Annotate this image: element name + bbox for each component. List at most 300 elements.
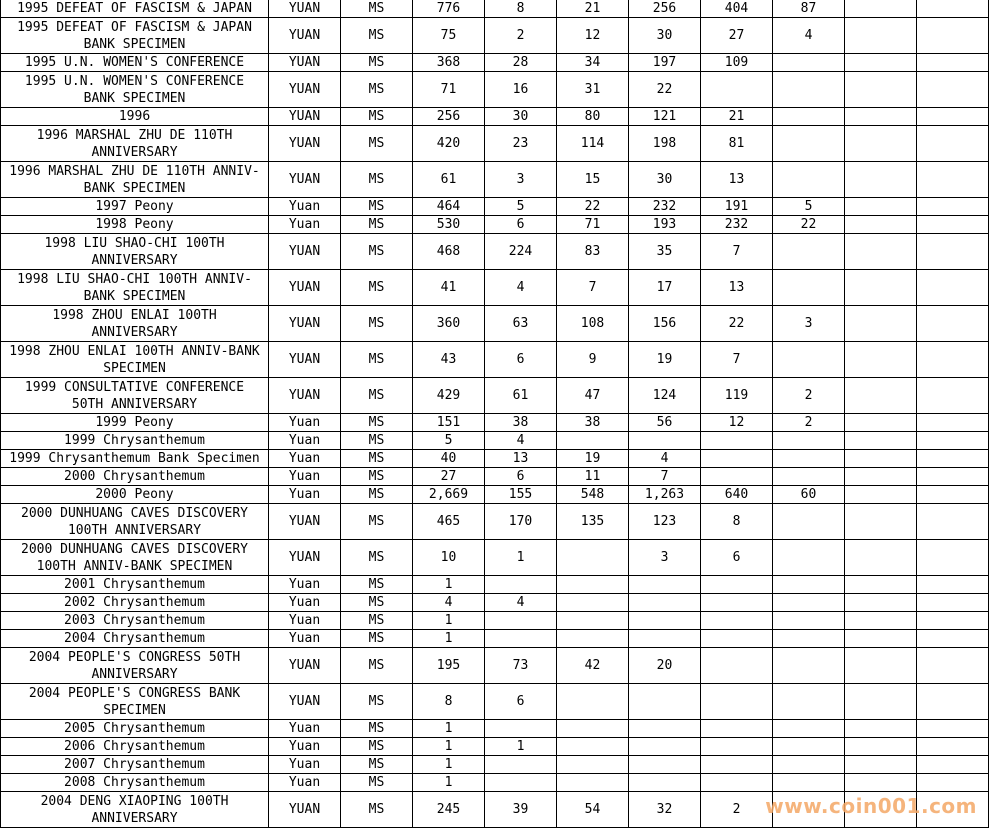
- cell-denomination: YUAN: [269, 540, 341, 576]
- cell-grade-4: 8: [701, 504, 773, 540]
- cell-extra-1: [845, 648, 917, 684]
- cell-grade-2: 34: [557, 54, 629, 72]
- cell-extra-2: [917, 162, 989, 198]
- cell-extra-2: [917, 216, 989, 234]
- cell-grade-3: [629, 630, 701, 648]
- table-row: [1, 270, 989, 306]
- cell-grade-1: 61: [485, 378, 557, 414]
- cell-grade-5: [773, 72, 845, 108]
- cell-grade: MS: [341, 792, 413, 828]
- cell-grade-1: 39: [485, 792, 557, 828]
- cell-grade-1: 1: [485, 738, 557, 756]
- table-row: [1, 216, 989, 234]
- cell-denomination: YUAN: [269, 126, 341, 162]
- cell-denomination: Yuan: [269, 216, 341, 234]
- cell-title: 2004 PEOPLE'S CONGRESS BANK SPECIMEN: [1, 684, 269, 720]
- cell-grade-5: [773, 774, 845, 792]
- cell-grade: MS: [341, 450, 413, 468]
- cell-extra-2: [917, 630, 989, 648]
- cell-total: 245: [413, 792, 485, 828]
- cell-grade-2: [557, 756, 629, 774]
- cell-extra-2: [917, 432, 989, 450]
- cell-grade-2: 31: [557, 72, 629, 108]
- cell-extra-1: [845, 630, 917, 648]
- cell-grade-2: 54: [557, 792, 629, 828]
- cell-grade-5: [773, 468, 845, 486]
- cell-grade-1: [485, 576, 557, 594]
- cell-denomination: YUAN: [269, 342, 341, 378]
- cell-extra-1: [845, 576, 917, 594]
- cell-title: 2001 Chrysanthemum: [1, 576, 269, 594]
- cell-total: 368: [413, 54, 485, 72]
- cell-grade-1: 6: [485, 342, 557, 378]
- table-row: [1, 18, 989, 54]
- table-row: [1, 72, 989, 108]
- cell-grade-5: [773, 630, 845, 648]
- cell-grade-5: [773, 756, 845, 774]
- cell-grade-3: [629, 432, 701, 450]
- cell-denomination: YUAN: [269, 504, 341, 540]
- cell-total: 429: [413, 378, 485, 414]
- table-row: [1, 684, 989, 720]
- cell-total: 75: [413, 18, 485, 54]
- cell-grade-1: 38: [485, 414, 557, 432]
- cell-title: 2000 Peony: [1, 486, 269, 504]
- cell-denomination: YUAN: [269, 792, 341, 828]
- cell-title: 2000 DUNHUANG CAVES DISCOVERY 100TH ANNIVERSARY: [1, 504, 269, 540]
- cell-extra-1: [845, 594, 917, 612]
- cell-grade-5: [773, 432, 845, 450]
- cell-grade-3: 56: [629, 414, 701, 432]
- cell-grade-4: [701, 576, 773, 594]
- cell-grade-4: 81: [701, 126, 773, 162]
- cell-extra-1: [845, 270, 917, 306]
- cell-denomination: Yuan: [269, 774, 341, 792]
- cell-grade-4: 7: [701, 234, 773, 270]
- cell-grade: MS: [341, 594, 413, 612]
- cell-extra-2: [917, 342, 989, 378]
- cell-grade-3: [629, 594, 701, 612]
- cell-extra-1: [845, 108, 917, 126]
- cell-grade-4: [701, 612, 773, 630]
- cell-total: 360: [413, 306, 485, 342]
- cell-grade-1: 23: [485, 126, 557, 162]
- cell-grade-5: 5: [773, 198, 845, 216]
- cell-grade: MS: [341, 504, 413, 540]
- cell-grade: MS: [341, 54, 413, 72]
- cell-grade-4: 6: [701, 540, 773, 576]
- cell-title: 2000 DUNHUANG CAVES DISCOVERY 100TH ANNIV-BANK SPECIMEN: [1, 540, 269, 576]
- cell-grade-2: [557, 774, 629, 792]
- cell-extra-1: [845, 198, 917, 216]
- cell-grade-4: 119: [701, 378, 773, 414]
- cell-total: 465: [413, 504, 485, 540]
- table-row: [1, 756, 989, 774]
- cell-grade-1: 6: [485, 216, 557, 234]
- cell-grade: MS: [341, 684, 413, 720]
- cell-grade: MS: [341, 216, 413, 234]
- table-row: [1, 576, 989, 594]
- cell-grade-2: [557, 630, 629, 648]
- cell-grade-5: [773, 576, 845, 594]
- cell-grade-4: [701, 720, 773, 738]
- cell-grade-2: [557, 576, 629, 594]
- cell-grade-5: [773, 504, 845, 540]
- cell-title: 1996: [1, 108, 269, 126]
- table-row: [1, 162, 989, 198]
- cell-grade-4: [701, 630, 773, 648]
- cell-extra-1: [845, 54, 917, 72]
- cell-grade-2: [557, 738, 629, 756]
- cell-grade-2: 47: [557, 378, 629, 414]
- cell-denomination: Yuan: [269, 486, 341, 504]
- cell-extra-1: [845, 612, 917, 630]
- cell-grade: MS: [341, 378, 413, 414]
- table-row: [1, 54, 989, 72]
- cell-grade-4: 21: [701, 108, 773, 126]
- cell-title: 1995 U.N. WOMEN'S CONFERENCE BANK SPECIMEN: [1, 72, 269, 108]
- cell-extra-2: [917, 54, 989, 72]
- cell-total: 530: [413, 216, 485, 234]
- cell-grade-1: 2: [485, 18, 557, 54]
- cell-grade-2: 80: [557, 108, 629, 126]
- cell-title: 1998 ZHOU ENLAI 100TH ANNIV-BANK SPECIMEN: [1, 342, 269, 378]
- table-row: [1, 648, 989, 684]
- cell-grade-4: [701, 594, 773, 612]
- cell-denomination: Yuan: [269, 450, 341, 468]
- cell-grade-2: [557, 612, 629, 630]
- cell-extra-1: [845, 414, 917, 432]
- cell-denomination: YUAN: [269, 162, 341, 198]
- cell-grade-3: 123: [629, 504, 701, 540]
- cell-title: 1999 Chrysanthemum Bank Specimen: [1, 450, 269, 468]
- table-row: [1, 774, 989, 792]
- cell-total: 27: [413, 468, 485, 486]
- table-row: [1, 126, 989, 162]
- cell-grade: MS: [341, 306, 413, 342]
- cell-grade: MS: [341, 648, 413, 684]
- cell-denomination: YUAN: [269, 684, 341, 720]
- cell-grade-3: 17: [629, 270, 701, 306]
- cell-grade: MS: [341, 612, 413, 630]
- cell-grade-3: 121: [629, 108, 701, 126]
- cell-grade-1: [485, 612, 557, 630]
- cell-grade-4: 27: [701, 18, 773, 54]
- cell-extra-1: [845, 72, 917, 108]
- cell-grade-3: 20: [629, 648, 701, 684]
- cell-extra-2: [917, 576, 989, 594]
- cell-title: 2003 Chrysanthemum: [1, 612, 269, 630]
- cell-extra-2: [917, 378, 989, 414]
- cell-denomination: Yuan: [269, 414, 341, 432]
- cell-extra-2: [917, 306, 989, 342]
- cell-extra-1: [845, 432, 917, 450]
- table-row: [1, 234, 989, 270]
- cell-grade-3: [629, 756, 701, 774]
- cell-grade-2: 21: [557, 0, 629, 18]
- cell-total: 71: [413, 72, 485, 108]
- table-row: [1, 378, 989, 414]
- cell-grade-4: [701, 774, 773, 792]
- cell-title: 1995 DEFEAT OF FASCISM & JAPAN: [1, 0, 269, 18]
- cell-grade-2: 7: [557, 270, 629, 306]
- cell-extra-2: [917, 198, 989, 216]
- cell-grade-3: 156: [629, 306, 701, 342]
- cell-grade-1: 30: [485, 108, 557, 126]
- cell-grade-2: [557, 594, 629, 612]
- cell-grade-4: [701, 450, 773, 468]
- cell-grade-2: 548: [557, 486, 629, 504]
- cell-title: 1999 Chrysanthemum: [1, 432, 269, 450]
- cell-extra-1: [845, 306, 917, 342]
- cell-total: 1: [413, 774, 485, 792]
- cell-extra-2: [917, 540, 989, 576]
- cell-title: 2006 Chrysanthemum: [1, 738, 269, 756]
- table-row: [1, 108, 989, 126]
- cell-grade-1: [485, 630, 557, 648]
- cell-grade-3: 32: [629, 792, 701, 828]
- cell-grade-5: 2: [773, 414, 845, 432]
- cell-grade-1: 4: [485, 594, 557, 612]
- cell-total: 776: [413, 0, 485, 18]
- cell-grade: MS: [341, 774, 413, 792]
- cell-grade-5: 87: [773, 0, 845, 18]
- cell-title: 1997 Peony: [1, 198, 269, 216]
- cell-total: 151: [413, 414, 485, 432]
- cell-denomination: YUAN: [269, 306, 341, 342]
- cell-denomination: YUAN: [269, 0, 341, 18]
- cell-grade-2: 22: [557, 198, 629, 216]
- cell-grade-5: 4: [773, 18, 845, 54]
- table-row: [1, 738, 989, 756]
- cell-grade-4: [701, 432, 773, 450]
- cell-grade-3: 19: [629, 342, 701, 378]
- watermark: www.coin001.com: [765, 794, 977, 818]
- cell-title: 1998 ZHOU ENLAI 100TH ANNIVERSARY: [1, 306, 269, 342]
- cell-grade-1: 224: [485, 234, 557, 270]
- cell-grade-5: [773, 270, 845, 306]
- cell-grade-1: 4: [485, 270, 557, 306]
- cell-total: 40: [413, 450, 485, 468]
- cell-total: 420: [413, 126, 485, 162]
- cell-grade-1: 155: [485, 486, 557, 504]
- table-row: [1, 468, 989, 486]
- cell-denomination: YUAN: [269, 108, 341, 126]
- cell-title: 1998 LIU SHAO-CHI 100TH ANNIVERSARY: [1, 234, 269, 270]
- cell-grade-3: 1,263: [629, 486, 701, 504]
- cell-extra-1: [845, 738, 917, 756]
- cell-denomination: Yuan: [269, 756, 341, 774]
- cell-grade: MS: [341, 18, 413, 54]
- cell-extra-2: [917, 18, 989, 54]
- cell-title: 1996 MARSHAL ZHU DE 110TH ANNIVERSARY: [1, 126, 269, 162]
- cell-title: 2007 Chrysanthemum: [1, 756, 269, 774]
- cell-grade-4: [701, 756, 773, 774]
- cell-title: 2004 Chrysanthemum: [1, 630, 269, 648]
- cell-grade: MS: [341, 162, 413, 198]
- cell-denomination: Yuan: [269, 612, 341, 630]
- cell-title: 1998 LIU SHAO-CHI 100TH ANNIV- BANK SPECIMEN: [1, 270, 269, 306]
- cell-grade-1: 170: [485, 504, 557, 540]
- cell-grade-2: [557, 720, 629, 738]
- cell-grade-5: [773, 720, 845, 738]
- cell-grade-2: [557, 684, 629, 720]
- cell-grade-2: 135: [557, 504, 629, 540]
- table-row: [1, 450, 989, 468]
- table-row: [1, 432, 989, 450]
- cell-extra-1: [845, 684, 917, 720]
- cell-grade-4: 13: [701, 270, 773, 306]
- cell-grade-4: [701, 684, 773, 720]
- cell-grade-5: [773, 234, 845, 270]
- cell-grade: MS: [341, 720, 413, 738]
- cell-grade-1: 6: [485, 468, 557, 486]
- cell-total: 1: [413, 720, 485, 738]
- cell-extra-1: [845, 378, 917, 414]
- cell-grade: MS: [341, 198, 413, 216]
- cell-denomination: YUAN: [269, 18, 341, 54]
- cell-title: 1999 Peony: [1, 414, 269, 432]
- cell-title: 1998 Peony: [1, 216, 269, 234]
- cell-extra-2: [917, 270, 989, 306]
- table-row: [1, 612, 989, 630]
- cell-extra-1: [845, 216, 917, 234]
- cell-extra-2: [917, 450, 989, 468]
- cell-title: 2008 Chrysanthemum: [1, 774, 269, 792]
- cell-grade-4: 640: [701, 486, 773, 504]
- cell-grade-2: 38: [557, 414, 629, 432]
- cell-grade: MS: [341, 756, 413, 774]
- cell-grade-3: 35: [629, 234, 701, 270]
- cell-grade-3: 7: [629, 468, 701, 486]
- cell-grade-2: 108: [557, 306, 629, 342]
- cell-grade: MS: [341, 486, 413, 504]
- cell-grade-3: [629, 684, 701, 720]
- cell-grade-2: [557, 432, 629, 450]
- cell-title: 2005 Chrysanthemum: [1, 720, 269, 738]
- cell-extra-1: [845, 0, 917, 18]
- cell-grade-3: 30: [629, 162, 701, 198]
- cell-total: 5: [413, 432, 485, 450]
- cell-grade-5: 2: [773, 378, 845, 414]
- cell-grade-5: [773, 126, 845, 162]
- cell-grade-4: 191: [701, 198, 773, 216]
- cell-grade: MS: [341, 576, 413, 594]
- cell-extra-2: [917, 756, 989, 774]
- cell-grade-1: 16: [485, 72, 557, 108]
- cell-denomination: Yuan: [269, 198, 341, 216]
- cell-extra-1: [845, 756, 917, 774]
- cell-denomination: YUAN: [269, 54, 341, 72]
- cell-title: 2004 DENG XIAOPING 100TH ANNIVERSARY: [1, 792, 269, 828]
- cell-grade-5: [773, 108, 845, 126]
- cell-grade-3: [629, 612, 701, 630]
- cell-total: 256: [413, 108, 485, 126]
- cell-total: 464: [413, 198, 485, 216]
- table-body: [1, 0, 989, 828]
- cell-extra-2: [917, 414, 989, 432]
- cell-grade-4: 22: [701, 306, 773, 342]
- cell-grade-2: 42: [557, 648, 629, 684]
- cell-grade-3: 232: [629, 198, 701, 216]
- cell-grade-4: 404: [701, 0, 773, 18]
- cell-grade-4: 13: [701, 162, 773, 198]
- cell-total: 468: [413, 234, 485, 270]
- cell-extra-2: [917, 612, 989, 630]
- cell-grade-5: [773, 684, 845, 720]
- cell-grade-4: 12: [701, 414, 773, 432]
- cell-grade-3: 197: [629, 54, 701, 72]
- cell-grade-1: [485, 756, 557, 774]
- cell-extra-2: [917, 72, 989, 108]
- cell-denomination: YUAN: [269, 378, 341, 414]
- cell-grade-2: 12: [557, 18, 629, 54]
- cell-grade-2: 15: [557, 162, 629, 198]
- cell-extra-1: [845, 162, 917, 198]
- cell-denomination: Yuan: [269, 468, 341, 486]
- cell-grade-5: [773, 450, 845, 468]
- cell-grade-1: [485, 774, 557, 792]
- cell-grade: MS: [341, 126, 413, 162]
- cell-grade-5: [773, 342, 845, 378]
- cell-grade: MS: [341, 270, 413, 306]
- cell-grade-2: 9: [557, 342, 629, 378]
- cell-grade: MS: [341, 630, 413, 648]
- cell-extra-1: [845, 342, 917, 378]
- table-row: [1, 630, 989, 648]
- cell-extra-2: [917, 720, 989, 738]
- cell-denomination: Yuan: [269, 594, 341, 612]
- cell-grade-4: 232: [701, 216, 773, 234]
- cell-denomination: Yuan: [269, 720, 341, 738]
- cell-denomination: Yuan: [269, 630, 341, 648]
- cell-grade-1: 3: [485, 162, 557, 198]
- cell-grade-3: [629, 738, 701, 756]
- cell-extra-2: [917, 738, 989, 756]
- cell-denomination: Yuan: [269, 576, 341, 594]
- cell-denomination: YUAN: [269, 648, 341, 684]
- cell-grade-1: 63: [485, 306, 557, 342]
- cell-extra-1: [845, 126, 917, 162]
- cell-grade-3: 193: [629, 216, 701, 234]
- cell-extra-1: [845, 540, 917, 576]
- cell-grade-4: 109: [701, 54, 773, 72]
- cell-extra-2: [917, 234, 989, 270]
- cell-extra-1: [845, 486, 917, 504]
- cell-grade-4: 2: [701, 792, 773, 828]
- table-row: [1, 0, 989, 18]
- cell-grade-2: 11: [557, 468, 629, 486]
- cell-grade-5: [773, 594, 845, 612]
- cell-total: 43: [413, 342, 485, 378]
- cell-title: 1999 CONSULTATIVE CONFERENCE 50TH ANNIVERSARY: [1, 378, 269, 414]
- cell-grade: MS: [341, 342, 413, 378]
- cell-grade-4: [701, 738, 773, 756]
- table-row: [1, 486, 989, 504]
- cell-grade-5: 60: [773, 486, 845, 504]
- cell-extra-2: [917, 0, 989, 18]
- cell-grade-5: [773, 648, 845, 684]
- cell-grade-5: [773, 612, 845, 630]
- cell-total: 61: [413, 162, 485, 198]
- cell-grade: MS: [341, 540, 413, 576]
- cell-total: 10: [413, 540, 485, 576]
- cell-total: 1: [413, 756, 485, 774]
- cell-title: 2002 Chrysanthemum: [1, 594, 269, 612]
- table-row: [1, 720, 989, 738]
- table-row: [1, 594, 989, 612]
- cell-grade-1: [485, 720, 557, 738]
